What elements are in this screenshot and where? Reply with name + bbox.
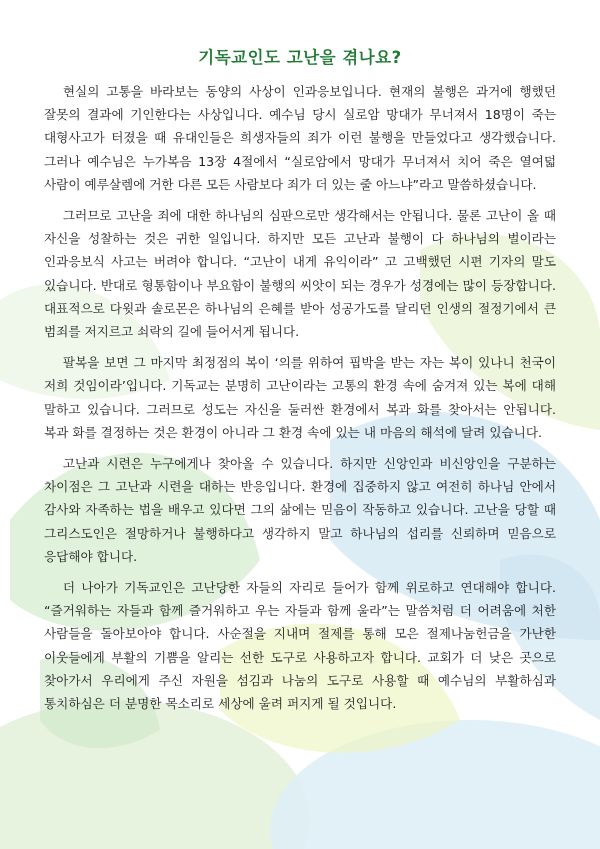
paragraph: 팔복을 보면 그 마지막 최정점의 복이 ‘의를 위하여 핍박을 받는 자는 복이 있나니 천국이 저희 것임이라’입니다. 기독교는 분명히 고난이라는 고통의 환경 속에 숨겨져 있는 복에 대해 말하고 있습니다. 그러므로 성도는 자신을 둘러싼 환경에서 복과 화를 찾아서는 안됩니다. 복과 화를 결정하는 것은 환경이 아니라 그 환경 속에 있는 내 마음의 해석에 달려 있습니다. — [44, 355, 556, 440]
paragraph: 더 나아가 기독교인은 고난당한 자들의 자리로 들어가 함께 위로하고 연대해야 합니다. “즐거워하는 자들과 함께 즐거워하고 우는 자들과 함께 울라”는 말씀처럼 더 어려움에 처한 사람들을 돌아보아야 합니다. 사순절을 지내며 절제를 통해 모은 절제나눔헌금을 가난한 이웃들에게 부활의 기쁨을 알리는 선한 도구로 사용하고자 합니다. 교회가 더 낮은 곳으로 찾아가서 우리에게 주신 자원을 섬김과 나눔의 도구로 사용할 때 예수님의 부활하심과 통치하심은 더 분명한 목소리로 세상에 울려 퍼지게 될 것입니다. — [44, 580, 556, 712]
paragraph: 그러므로 고난을 죄에 대한 하나님의 심판으로만 생각해서는 안됩니다. 물론 고난이 올 때 자신을 성찰하는 것은 귀한 일입니다. 하지만 모든 고난과 불행이 다 하나님의 벌이라는 인과응보식 사고는 버려야 합니다. “고난이 내게 유익이라” 고 고백했던 시편 기자의 말도 있습니다. 반대로 형통함이나 부요함이 불행의 씨앗이 되는 경우가 성경에는 많이 등장합니다. 대표적으로 다윗과 솔로몬은 하나님의 은혜를 받아 성공가도를 달리던 인생의 절정기에서 큰 범죄를 저지르고 쇠락의 길에 들어서게 됩니다. — [44, 208, 556, 340]
page-title: 기독교인도 고난을 겪나요? — [198, 48, 402, 67]
paragraph: 고난과 시련은 누구에게나 찾아올 수 있습니다. 하지만 신앙인과 비신앙인을 구분하는 차이점은 그 고난과 시련을 대하는 반응입니다. 환경에 집중하지 않고 여전히 하나님 안에서 감사와 자족하는 법을 배우고 있다면 그의 삶에는 믿음이 작동하고 있습니다. 고난을 당할 때 그리스도인은 절망하거나 불행하다고 생각하지 말고 하나님의 섭리를 신뢰하며 믿음으로 응답해야 합니다. — [44, 456, 556, 564]
paragraph: 현실의 고통을 바라보는 동양의 사상이 인과응보입니다. 현재의 불행은 과거에 행했던 잘못의 결과에 기인한다는 사상입니다. 예수님 당시 실로암 망대가 무너져서 18명이 죽는 대형사고가 터졌을 때 유대인들은 희생자들의 죄가 이런 불행을 만들었다고 생각했습니다. 그러나 예수님은 누가복음 13장 4절에서 “실로암에서 망대가 무너져서 치어 죽은 열여덟 사람이 예루살렘에 거한 다른 모든 사람보다 죄가 더 있는 줄 아느냐”라고 말씀하셨습니다. — [44, 84, 556, 192]
